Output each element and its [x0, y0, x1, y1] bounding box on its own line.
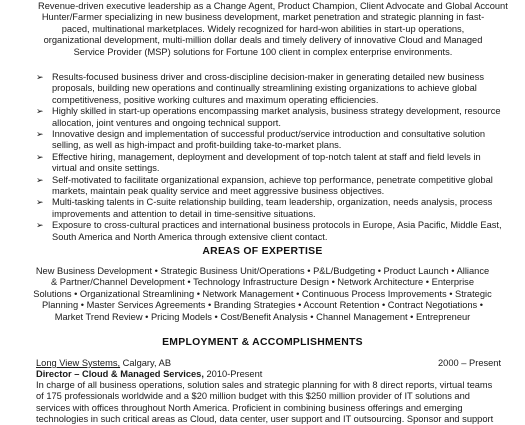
job-description-line: services with offices throughout North America. Proficient in combining business offerings and emerging: [36, 402, 463, 413]
arrow-bullet-icon: ➢: [36, 220, 44, 231]
job-description-line: of 175 professionals worldwide and a $20 million budget with this $250 million provider of IT solutions and: [36, 391, 470, 402]
strength-line: proposals, building new operations and continually streamlining existing organizations to achieve global: [52, 83, 477, 94]
company-location: Calgary, AB: [120, 358, 172, 368]
areas-of-expertise-heading: AREAS OF EXPERTISE: [202, 246, 323, 257]
job-employer-line: [36, 358, 502, 369]
strength-item: [36, 72, 498, 106]
strength-line: markets, maintain peak quality service and meet aggressive business objectives.: [52, 186, 385, 197]
job-title-dates: 2010-Present: [203, 369, 263, 379]
strength-item: [36, 220, 502, 243]
job-description: [36, 380, 498, 425]
arrow-bullet-icon: ➢: [36, 174, 44, 185]
employment-heading: EMPLOYMENT & ACCOMPLISHMENTS: [162, 337, 363, 348]
strength-item: [36, 152, 498, 175]
strength-line: Results-focused business driver and cross-discipline decision-maker in generating detailed new business: [52, 72, 485, 82]
expertise-line: & Partner/Channel Development • Technology Infrastructure Design • Network Architecture • Enterprise: [51, 277, 474, 288]
strength-line: Effective hiring, management, deployment and development of top-notch talent at staff and field levels in: [52, 151, 481, 162]
strength-item: [36, 197, 498, 220]
strength-line: Exposure to cross-cultural practices and international business protocols in Europe, Asia Pacific, Middle East,: [52, 220, 502, 231]
job-title: Director – Cloud & Managed Services,: [36, 369, 204, 379]
arrow-bullet-icon: ➢: [36, 72, 44, 82]
strength-line: Self-motivated to facilitate organizational expansion, achieve top performance, penetrate competitive global: [52, 174, 493, 185]
company-name: Long View Systems,: [36, 358, 121, 368]
arrow-bullet-icon: ➢: [36, 129, 44, 140]
arrow-bullet-icon: ➢: [36, 106, 44, 117]
job-description-line: In charge of all business operations, solution sales and strategic planning for with 8 direct reports, virtual teams: [36, 380, 493, 390]
strength-line: virtual and onsite settings.: [52, 163, 160, 174]
strength-line: Highly skilled in start-up operations encompassing market analysis, business strategy development, resource: [52, 106, 501, 117]
summary-line: Hunter/Farmer specializing in new business development, market penetration and strategic planning in fast-: [41, 12, 485, 23]
summary-line: organizational development, multi-million dollar deals and timely delivery of innovative Cloud and Managed: [43, 35, 483, 46]
expertise-line: Market Trend Review • Pricing Models • Cost/Benefit Analysis • Channel Management • Entrepreneur: [54, 311, 471, 322]
summary-line: Revenue-driven executive leadership as a Change Agent, Product Champion, Client Advocate and Global Account: [38, 1, 508, 11]
strength-line: competitiveness, positive working cultures and maximum operating efficiencies.: [52, 94, 379, 105]
expertise-line: New Business Development • Strategic Business Unit/Operations • P&L/Budgeting • Product Launch • Alliance: [35, 266, 490, 276]
strength-line: Multi-tasking talents in C-suite relationship building, team leadership, organization, needs analysis, process: [52, 197, 493, 208]
strength-item: [36, 129, 498, 152]
strengths-list: [36, 72, 502, 243]
arrow-bullet-icon: ➢: [36, 197, 44, 208]
strength-line: selling, as well as high-impact and profit-building take-to-market plans.: [52, 140, 342, 151]
strength-line: South America and North America through extensive client contact.: [52, 231, 328, 242]
expertise-line: Solutions • Organizational Streamlining • Network Management • Continuous Process Improvements • Strategic: [33, 288, 492, 299]
strength-line: Innovative design and implementation of successful product/service introduction and consultative solution: [52, 129, 486, 140]
summary-line: paced, multinational marketplaces. Widely recognized for hard-won abilities in start-up operations,: [61, 23, 465, 34]
strength-line: improvements and attention to detail in time-sensitive situations.: [52, 208, 316, 219]
expertise-list: [30, 266, 495, 323]
strength-item: [36, 175, 498, 198]
strength-item: [36, 106, 501, 129]
strength-line: allocation, joint ventures and ongoing technical support.: [52, 117, 281, 128]
job-description-line: technologies in such critical areas as Cloud, data center, user support and IT outsourcing. Sponsor and support: [36, 414, 494, 425]
job-title-line: [36, 369, 496, 380]
arrow-bullet-icon: ➢: [36, 151, 44, 162]
expertise-line: Planning • Master Services Agreements • Branding Strategies • Account Retention • Contract Negotiations •: [41, 300, 484, 311]
professional-summary: [38, 1, 508, 58]
employment-dates: 2000 – Present: [438, 358, 502, 368]
summary-line: Service Provider (MSP) solutions for Fortune 100 client in complex enterprise environments.: [73, 46, 453, 57]
